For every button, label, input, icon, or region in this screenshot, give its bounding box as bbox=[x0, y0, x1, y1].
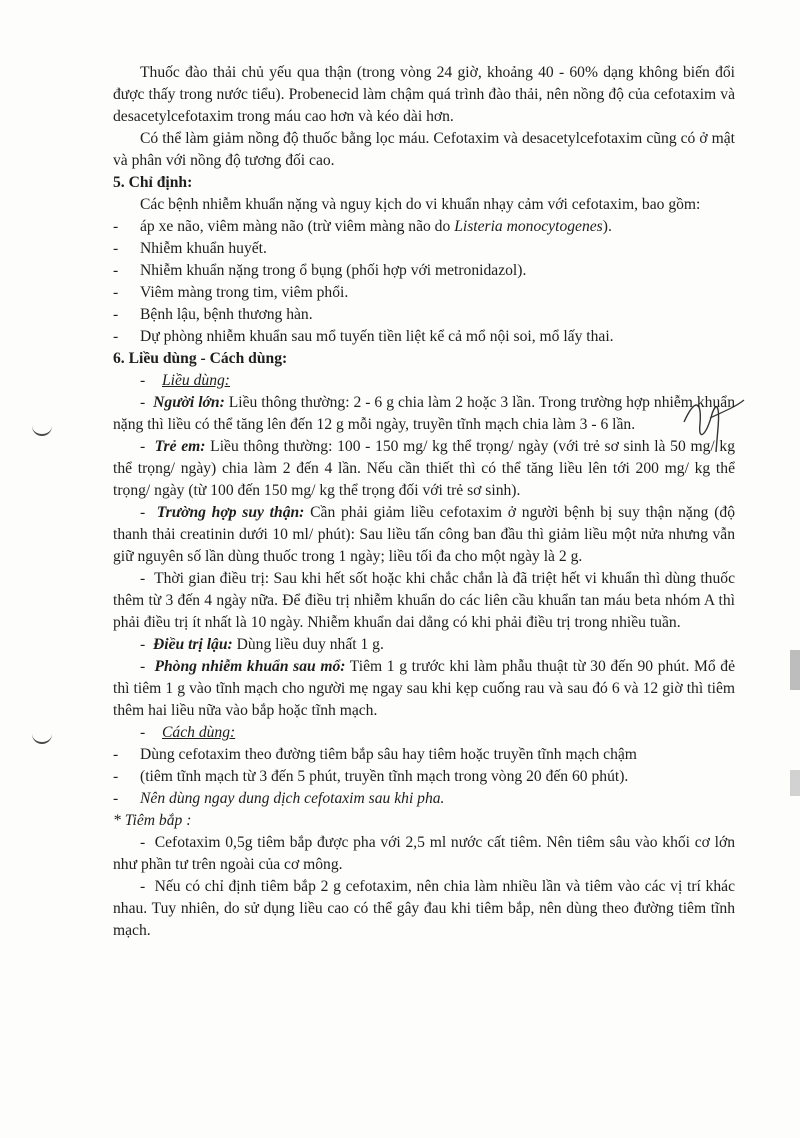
scan-edge-mark bbox=[790, 770, 800, 796]
list-item: - Nhiễm khuẩn huyết. bbox=[113, 240, 267, 257]
paragraph-dialysis: Có thể làm giảm nồng độ thuốc bằng lọc máu. Cefotaxim và desacetylcefotaxim cũng có ở mật và phân với nồng độ tương đối cao. bbox=[113, 130, 735, 169]
paragraph-gonorrhea: - Điều trị lậu: Dùng liều duy nhất 1 g. bbox=[140, 636, 384, 653]
scan-edge-mark bbox=[790, 650, 800, 690]
list-item: - áp xe não, viêm màng não (trừ viêm màng não do Listeria monocytogenes). bbox=[113, 218, 612, 235]
list-item: - (tiêm tĩnh mạch từ 3 đến 5 phút, truyền tĩnh mạch trong vòng 20 đến 60 phút). bbox=[113, 768, 629, 785]
document-body bbox=[113, 62, 735, 942]
paragraph-child-dose: - Trẻ em: Liều thông thường: 100 - 150 mg/ kg thể trọng/ ngày (với trẻ sơ sinh là 50 mg/ kg thể trọng/ ngày) chia làm 2 đến 4 lần. Nếu cần thiết thì có thể tăng liều lên tới 200 mg/ kg thể trọng/ ngày (từ 100 đến 150 mg/ kg thể trọng đối với trẻ sơ sinh). bbox=[113, 438, 735, 499]
paragraph-elimination: Thuốc đào thải chủ yếu qua thận (trong vòng 24 giờ, khoảng 40 - 60% dạng không biến đổi được thấy trong nước tiểu). Probenecid làm chậm quá trình đào thải, nên nồng độ của cefotaxim và desacetylcefotaxim trong máu cao hơn và kéo dài hơn. bbox=[113, 64, 735, 125]
section-heading-indications: 5. Chỉ định: bbox=[113, 174, 193, 191]
subheading-administration: - Cách dùng: bbox=[140, 724, 236, 741]
paragraph-adult-dose: - Người lớn: Liều thông thường: 2 - 6 g chia làm 2 hoặc 3 lần. Trong trường hợp nhiễm khuẩn nặng thì liều có thể tăng lên đến 12 g mỗi ngày, truyền tĩnh mạch chia làm 3 - 6 lần. bbox=[113, 394, 735, 433]
list-item: - Dùng cefotaxim theo đường tiêm bắp sâu hay tiêm hoặc truyền tĩnh mạch chậm bbox=[113, 746, 637, 763]
section-heading-dosage: 6. Liều dùng - Cách dùng: bbox=[113, 350, 288, 367]
paragraph-im-2: - Nếu có chỉ định tiêm bắp 2 g cefotaxim, nên chia làm nhiều lần và tiêm vào các vị trí khác nhau. Tuy nhiên, do sử dụng liều cao có thể gây đau khi tiêm bắp, nên dùng theo đường tiêm tĩnh mạch. bbox=[113, 878, 735, 939]
paragraph-duration: - Thời gian điều trị: Sau khi hết sốt hoặc khi chắc chắn là đã triệt hết vi khuẩn thì dùng thuốc thêm từ 3 đến 4 ngày nữa. Để điều trị nhiễm khuẩn do các liên cầu khuẩn tan máu beta nhóm A thì phải điều trị ít nhất là 10 ngày. Nhiễm khuẩn dai dẳng có khi phải điều trị trong nhiều tuần. bbox=[113, 570, 735, 631]
list-item: - Nhiễm khuẩn nặng trong ổ bụng (phối hợp với metronidazol). bbox=[113, 262, 527, 279]
paragraph-im-1: - Cefotaxim 0,5g tiêm bắp được pha với 2,5 ml nước cất tiêm. Nên tiêm sâu vào khối cơ lớn như phần tư trên ngoài của cơ mông. bbox=[113, 834, 736, 873]
list-item: - Nên dùng ngay dung dịch cefotaxim sau khi pha. bbox=[113, 790, 445, 807]
paragraph-prophylaxis: - Phòng nhiễm khuẩn sau mổ: Tiêm 1 g trước khi làm phẫu thuật từ 30 đến 90 phút. Mổ đẻ thì tiêm 1 g vào tĩnh mạch cho người mẹ ngay sau khi kẹp cuống rau và sau đó 6 và 12 giờ thì tiêm thêm hai liều nữa vào bắp hoặc tĩnh mạch. bbox=[113, 658, 735, 719]
paragraph-renal-dose: - Trường hợp suy thận: Cần phải giảm liều cefotaxim ở người bệnh bị suy thận nặng (độ thanh thải creatinin dưới 10 ml/ phút): Sau liều tấn công ban đầu thì giảm liều một nửa nhưng vẫn giữ nguyên số lần dùng thuốc trong 1 ngày; liều tối đa cho một ngày là 2 g. bbox=[113, 504, 735, 565]
subheading-intramuscular: * Tiêm bắp : bbox=[113, 812, 192, 829]
punch-hole-mark bbox=[32, 728, 52, 744]
paragraph-indications-intro: Các bệnh nhiễm khuẩn nặng và nguy kịch do vi khuẩn nhạy cảm với cefotaxim, bao gồm: bbox=[140, 196, 701, 213]
list-item: - Viêm màng trong tim, viêm phổi. bbox=[113, 284, 349, 301]
list-item: - Dự phòng nhiễm khuẩn sau mổ tuyến tiền liệt kể cả mổ nội soi, mổ lấy thai. bbox=[113, 328, 614, 345]
punch-hole-mark bbox=[32, 420, 52, 436]
subheading-dosage: - Liều dùng: bbox=[140, 372, 231, 389]
list-item: - Bệnh lậu, bệnh thương hàn. bbox=[113, 306, 313, 323]
